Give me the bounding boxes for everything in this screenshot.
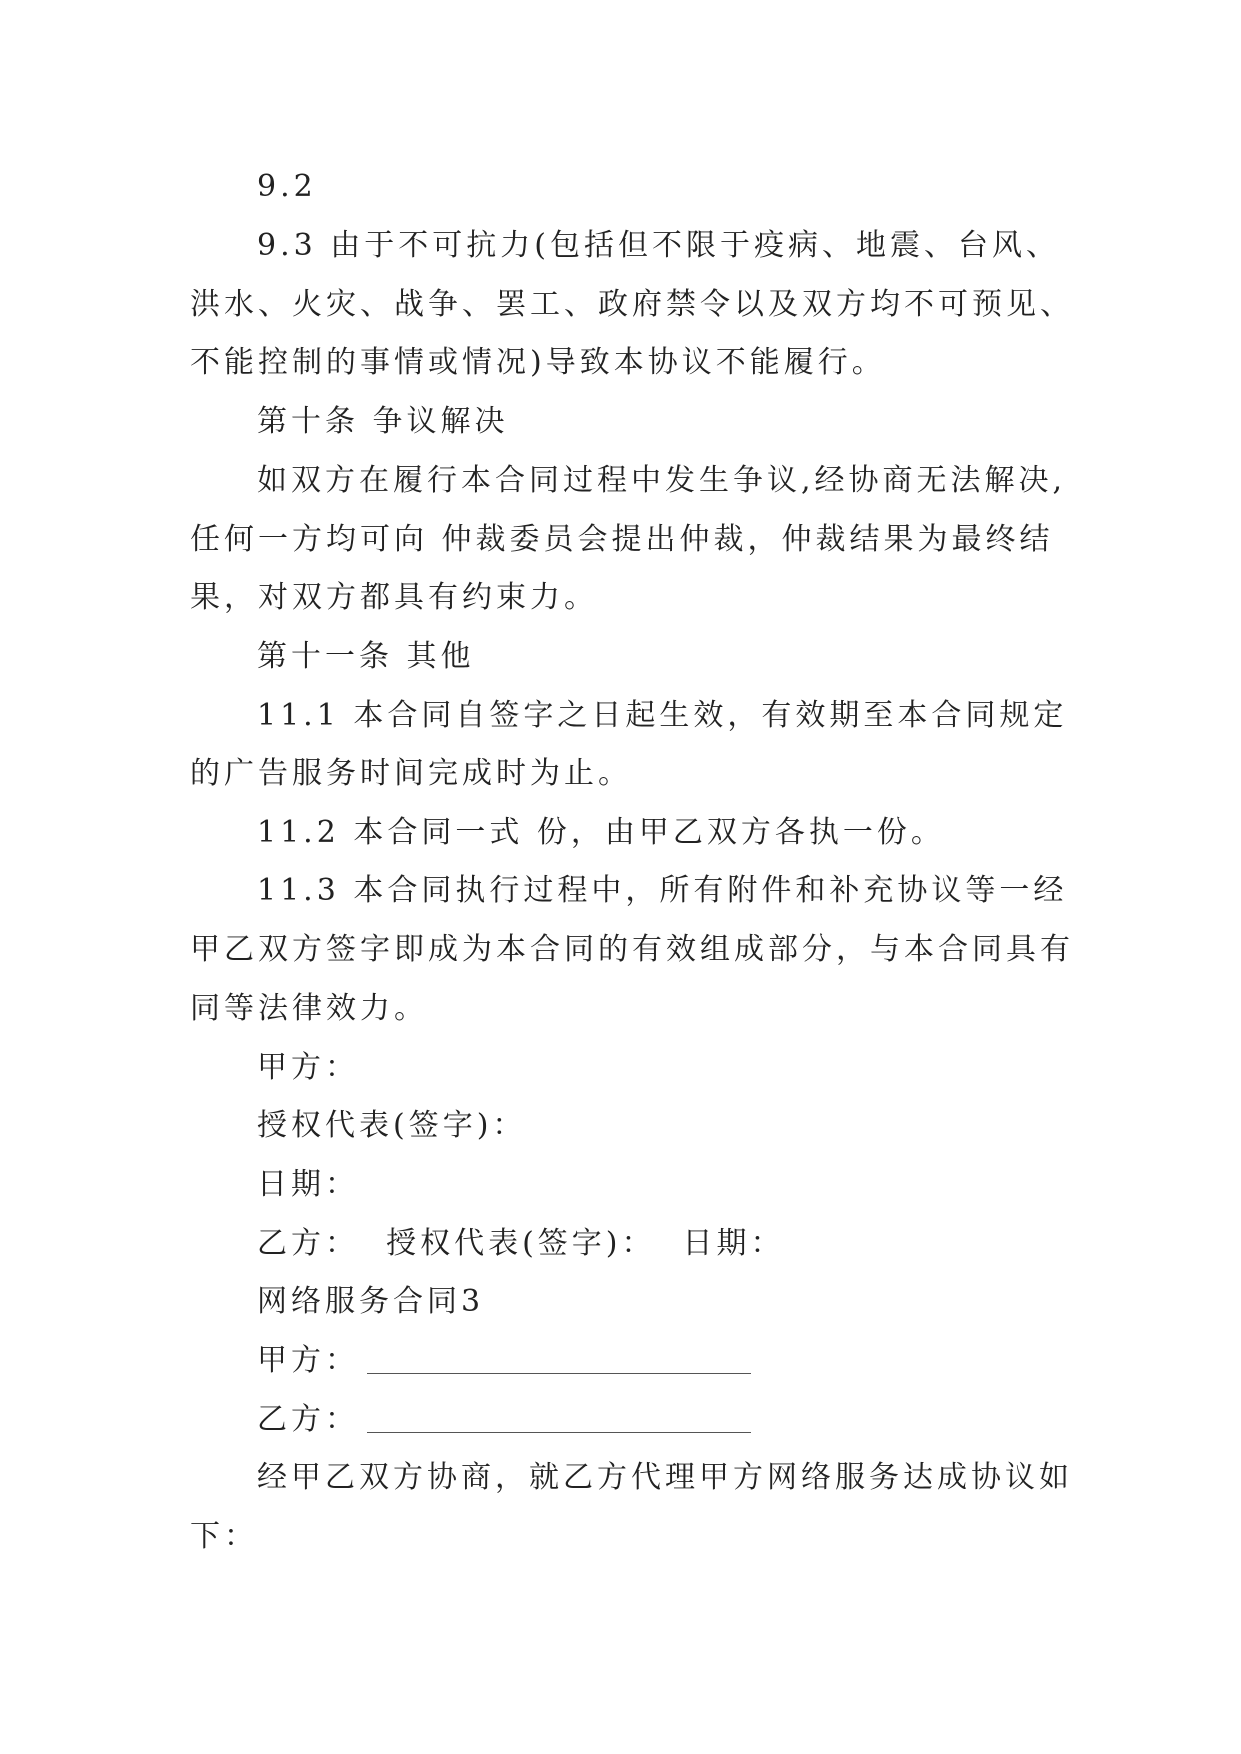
party-a-blank-line bbox=[367, 1372, 751, 1374]
text-line: 的广告服务时间完成时为止。 bbox=[190, 756, 632, 791]
party-b-row bbox=[257, 1400, 751, 1440]
text-line: 如双方在履行本合同过程中发生争议,经协商无法解决, bbox=[257, 463, 1067, 498]
signature-field-label: 日期： bbox=[257, 1167, 359, 1202]
signature-field-label: 甲方： bbox=[257, 1050, 359, 1085]
text-line: 11.1 本合同自签字之日起生效，有效期至本合同规定 bbox=[257, 698, 1068, 733]
text-line: 不能控制的事情或情况)导致本协议不能履行。 bbox=[190, 345, 886, 380]
text-line: 洪水、火灾、战争、罢工、政府禁令以及双方均不可预见、 bbox=[190, 287, 1074, 322]
text-line: 11.3 本合同执行过程中，所有附件和补充协议等一经 bbox=[257, 873, 1068, 908]
party-a-label: 甲方： bbox=[257, 1343, 359, 1378]
text-line: 甲乙双方签字即成为本合同的有效组成部分，与本合同具有 bbox=[190, 932, 1074, 967]
text-line: 同等法律效力。 bbox=[190, 991, 428, 1026]
party-b-label: 乙方： bbox=[257, 1402, 359, 1437]
text-line: 9.2 bbox=[257, 169, 317, 204]
signature-field-label: 乙方： 授权代表(签字)： 日期： bbox=[257, 1226, 785, 1261]
text-line: 果，对双方都具有约束力。 bbox=[190, 580, 598, 615]
section-heading: 第十一条 其他 bbox=[257, 639, 475, 674]
text-line: 下： bbox=[190, 1519, 258, 1554]
signature-field-label: 授权代表(签字)： bbox=[257, 1108, 527, 1143]
text-line: 任何一方均可向 仲裁委员会提出仲裁，仲裁结果为最终结 bbox=[190, 522, 1054, 557]
text-line: 9.3 由于不可抗力(包括但不限于疫病、地震、台风、 bbox=[257, 228, 1060, 263]
text-line: 经甲乙双方协商，就乙方代理甲方网络服务达成协议如 bbox=[257, 1460, 1073, 1495]
party-a-row bbox=[257, 1341, 751, 1381]
party-b-blank-line bbox=[367, 1431, 751, 1433]
section-heading: 第十条 争议解决 bbox=[257, 404, 509, 439]
text-line: 11.2 本合同一式 份，由甲乙双方各执一份。 bbox=[257, 815, 945, 850]
contract-title: 网络服务合同3 bbox=[257, 1284, 485, 1319]
